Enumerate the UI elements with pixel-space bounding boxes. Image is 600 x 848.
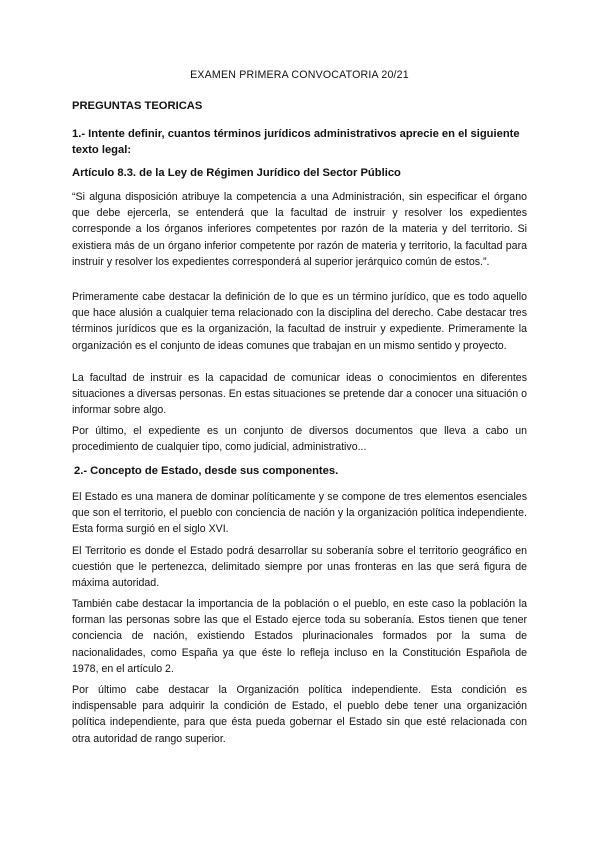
article-heading: Artículo 8.3. de la Ley de Régimen Jurídico del Sector Público [72, 167, 401, 179]
q2-paragraph-4: Por último cabe destacar la Organización política independiente. Esta condición es indispensable para adquirir la condición de Estado, el pueblo debe tener una organización política independiente, para que ésta pueda gobernar el Estado sin que esté relacionada con otra autoridad de rango superior. [72, 684, 527, 745]
q1-paragraph-1: Primeramente cabe destacar la definición de lo que es un término jurídico, que es todo aquello que hace alusión a cualquier tema relacionado con la disciplina del derecho. Cabe destacar tres términos jurídicos que es la organización, la facultad de instruir y expediente. Primeramente la organización es el conjunto de ideas comunes que trabajan en un mismo sentido y proyecto. [72, 291, 527, 352]
q2-paragraph-1: El Estado es una manera de dominar políticamente y se compone de tres elementos esenciales que son el territorio, el pueblo con conciencia de nación y la organización política independiente. Esta forma surgió en el siglo XVI. [72, 491, 527, 536]
q2-paragraph-2: El Territorio es donde el Estado podrá desarrollar su soberanía sobre el territorio geográfico en cuestión que le pertenezca, delimitado siempre por unas fronteras en las que será figura de máxima autoridad. [72, 545, 527, 590]
q1-paragraph-2: La facultad de instruir es la capacidad de comunicar ideas o conocimientos en diferentes situaciones a diversas personas. En estas situaciones se pretende dar a conocer una situación o informar sobre algo. [72, 372, 527, 417]
q2-paragraph-3: También cabe destacar la importancia de la población o el pueblo, en este caso la población la forman las personas sobre las que el Estado ejerce toda su soberanía. Estos tienen que tener conciencia de nación, existiendo Estados plurinacionales formados por la suma de nacionalidades, como España ya que éste lo refleja incluso en la Constitución Española de 1978, en el artículo 2. [72, 598, 527, 675]
exam-title: EXAMEN PRIMERA CONVOCATORIA 20/21 [190, 69, 409, 81]
question-1-heading: 1.- Intente definir, cuantos términos jurídicos administrativos aprecie en el siguiente texto legal: [72, 128, 520, 156]
question-2-heading: 2.- Concepto de Estado, desde sus componentes. [74, 465, 339, 477]
q1-paragraph-3: Por último, el expediente es un conjunto de diversos documentos que lleva a cabo un procedimiento de cualquier tipo, como judicial, administrativo... [72, 425, 527, 454]
section-heading: PREGUNTAS TEORICAS [72, 100, 203, 112]
legal-quote: “Si alguna disposición atribuye la competencia a una Administración, sin especificar el órgano que debe ejercerla, se entenderá que la facultad de instruir y resolver los expedientes corresponde a los órganos inferiores competentes por razón de la materia y del territorio. Si existiera más de un órgano inferior competente por razón de materia y territorio, la facultad para instruir y resolver los expedientes corresponderá al superior jerárquico común de estos.”. [72, 191, 527, 268]
